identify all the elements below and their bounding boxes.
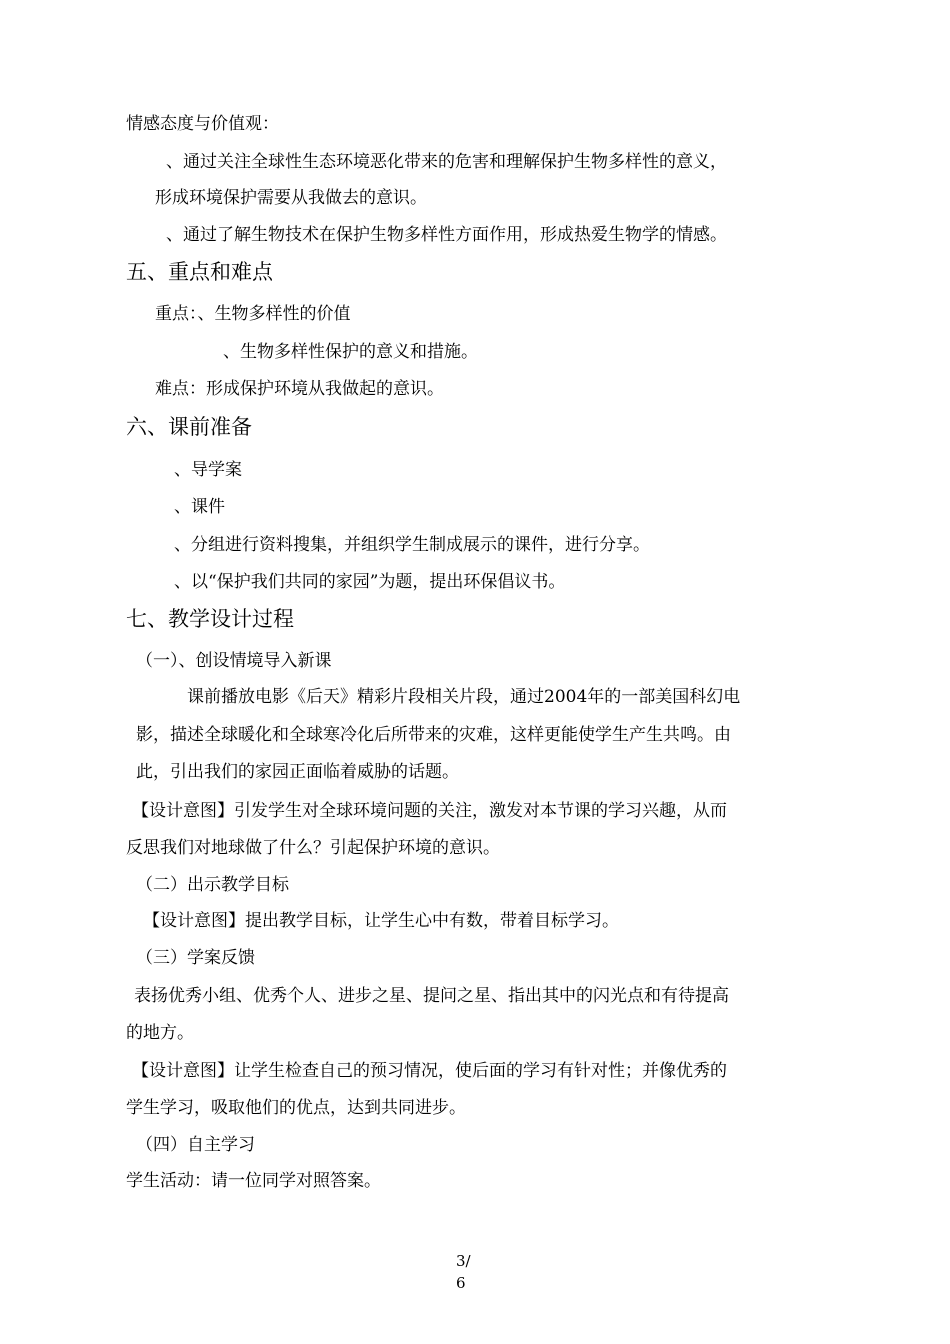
paragraph-line: 学生活动：请一位同学对照答案。 bbox=[126, 1171, 381, 1191]
preparation-item: 、以“保护我们共同的家园”为题，提出环保倡议书。 bbox=[174, 572, 566, 592]
page-number-current: 3/ bbox=[456, 1252, 471, 1270]
paragraph-line: 的地方。 bbox=[126, 1023, 194, 1043]
key-point-line: 、生物多样性保护的意义和措施。 bbox=[223, 342, 478, 362]
preparation-item: 、分组进行资料搜集，并组织学生制成展示的课件，进行分享。 bbox=[174, 535, 650, 555]
paragraph-line: 、通过关注全球性生态环境恶化带来的危害和理解保护生物多样性的意义， bbox=[166, 152, 727, 172]
paragraph-line: 影，描述全球暖化和全球寒冷化后所带来的灾难，这样更能使学生产生共鸣。由 bbox=[136, 725, 731, 745]
difficulty-line: 难点：形成保护环境从我做起的意识。 bbox=[155, 379, 444, 399]
paragraph-line: 表扬优秀小组、优秀个人、进步之星、提问之星、指出其中的闪光点和有待提高 bbox=[134, 986, 729, 1006]
design-intent-line: 【设计意图】让学生检查自己的预习情况，使后面的学习有针对性；并像优秀的 bbox=[132, 1061, 727, 1081]
section-heading-key-points: 五、重点和难点 bbox=[126, 260, 273, 284]
section-heading-preparation: 六、课前准备 bbox=[126, 415, 252, 439]
design-intent-line: 【设计意图】引发学生对全球环境问题的关注，激发对本节课的学习兴趣，从而 bbox=[132, 801, 727, 821]
paragraph-line: 、通过了解生物技术在保护生物多样性方面作用，形成热爱生物学的情感。 bbox=[166, 225, 727, 245]
design-intent-line: 反思我们对地球做了什么？引起保护环境的意识。 bbox=[126, 838, 500, 858]
subsection-heading: （四）自主学习 bbox=[136, 1135, 255, 1155]
preparation-item: 、课件 bbox=[174, 497, 225, 517]
subsection-heading: （二）出示教学目标 bbox=[136, 875, 289, 895]
design-intent-line: 学生学习，吸取他们的优点，达到共同进步。 bbox=[126, 1098, 466, 1118]
paragraph-line: 课前播放电影《后天》精彩片段相关片段，通过2004年的一部美国科幻电 bbox=[187, 687, 741, 707]
page-number-total: 6 bbox=[456, 1274, 466, 1292]
paragraph-line: 形成环境保护需要从我做去的意识。 bbox=[155, 188, 427, 208]
preparation-item: 、导学案 bbox=[174, 460, 242, 480]
subsection-heading: （三）学案反馈 bbox=[136, 948, 255, 968]
paragraph-line: 此，引出我们的家园正面临着威胁的话题。 bbox=[136, 762, 459, 782]
section-heading-process: 七、教学设计过程 bbox=[126, 607, 294, 631]
design-intent-line: 【设计意图】提出教学目标，让学生心中有数，带着目标学习。 bbox=[143, 911, 619, 931]
key-point-line: 重点：、生物多样性的价值 bbox=[155, 304, 351, 324]
subsection-heading: （一）、创设情境导入新课 bbox=[136, 651, 332, 671]
section-label-attitude: 情感态度与价值观： bbox=[126, 114, 279, 134]
